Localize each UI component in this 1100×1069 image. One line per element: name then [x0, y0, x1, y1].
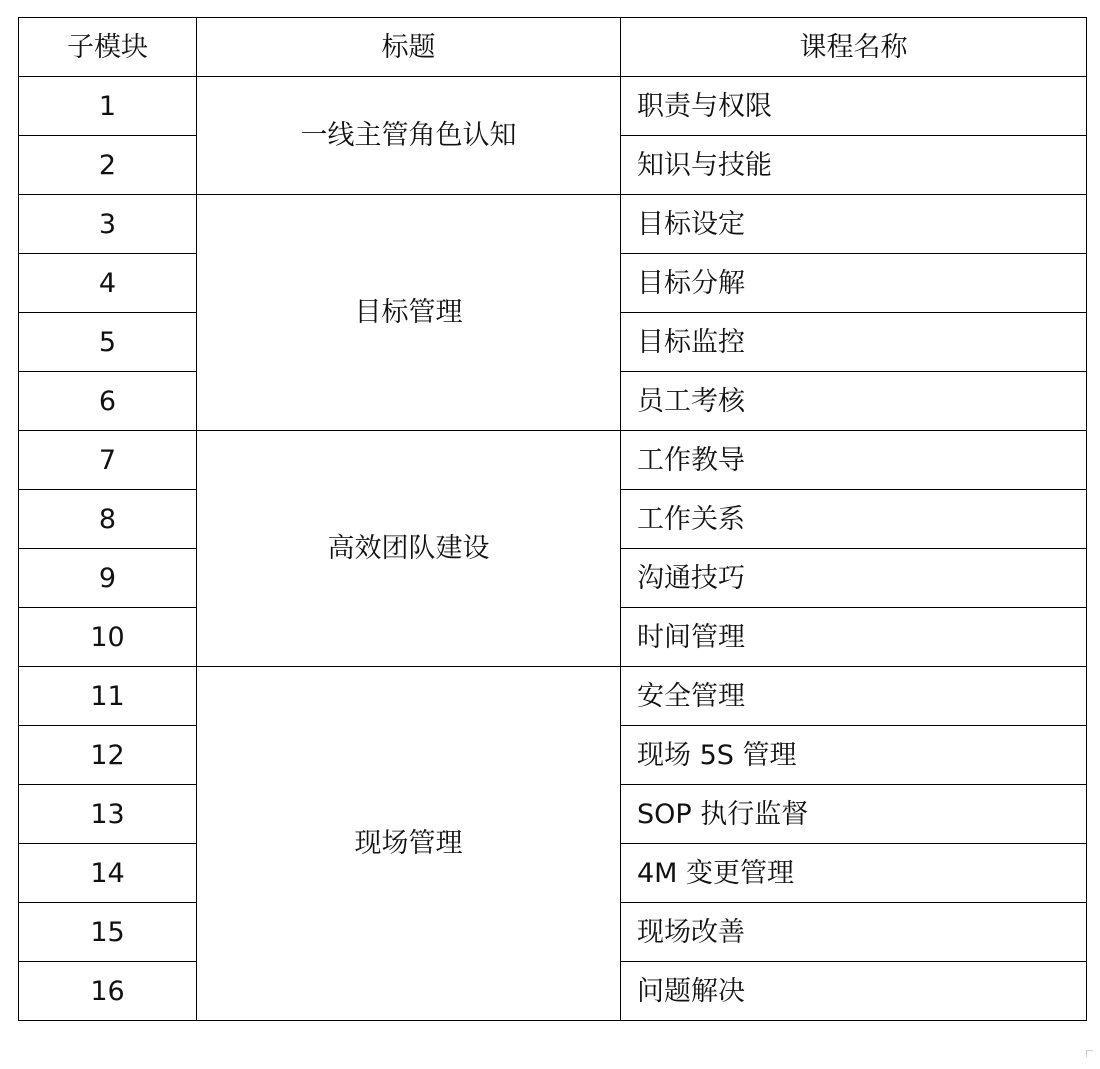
module-number-cell: 15: [19, 903, 197, 962]
course-name-cell: 安全管理: [621, 667, 1087, 726]
group-title-cell: 高效团队建设: [197, 431, 621, 667]
corner-mark: [1086, 1050, 1093, 1057]
module-number-cell: 5: [19, 313, 197, 372]
module-number-cell: 16: [19, 962, 197, 1021]
header-module: 子模块: [19, 18, 197, 77]
group-title-cell: 目标管理: [197, 195, 621, 431]
course-name-cell: 时间管理: [621, 608, 1087, 667]
table-row: [19, 431, 1087, 490]
header-row: [19, 18, 1087, 77]
course-name-cell: 现场 5S 管理: [621, 726, 1087, 785]
module-number-cell: 4: [19, 254, 197, 313]
module-number-cell: 13: [19, 785, 197, 844]
module-number-cell: 1: [19, 77, 197, 136]
module-number-cell: 7: [19, 431, 197, 490]
course-name-cell: 目标设定: [621, 195, 1087, 254]
course-table: [18, 17, 1087, 1021]
table-row: [19, 77, 1087, 136]
module-number-cell: 12: [19, 726, 197, 785]
header-title: 标题: [197, 18, 621, 77]
course-name-cell: 4M 变更管理: [621, 844, 1087, 903]
course-name-cell: 目标分解: [621, 254, 1087, 313]
course-name-cell: 工作关系: [621, 490, 1087, 549]
module-number-cell: 14: [19, 844, 197, 903]
course-name-cell: SOP 执行监督: [621, 785, 1087, 844]
course-name-cell: 问题解决: [621, 962, 1087, 1021]
course-name-cell: 沟通技巧: [621, 549, 1087, 608]
course-name-cell: 现场改善: [621, 903, 1087, 962]
module-number-cell: 11: [19, 667, 197, 726]
table-row: [19, 667, 1087, 726]
module-number-cell: 6: [19, 372, 197, 431]
group-title-cell: 现场管理: [197, 667, 621, 1021]
module-number-cell: 10: [19, 608, 197, 667]
table-body: [19, 77, 1087, 1021]
course-name-cell: 员工考核: [621, 372, 1087, 431]
module-number-cell: 2: [19, 136, 197, 195]
course-name-cell: 目标监控: [621, 313, 1087, 372]
course-name-cell: 知识与技能: [621, 136, 1087, 195]
course-name-cell: 职责与权限: [621, 77, 1087, 136]
module-number-cell: 9: [19, 549, 197, 608]
module-number-cell: 3: [19, 195, 197, 254]
module-number-cell: 8: [19, 490, 197, 549]
table-row: [19, 195, 1087, 254]
course-name-cell: 工作教导: [621, 431, 1087, 490]
header-course: 课程名称: [621, 18, 1087, 77]
group-title-cell: 一线主管角色认知: [197, 77, 621, 195]
